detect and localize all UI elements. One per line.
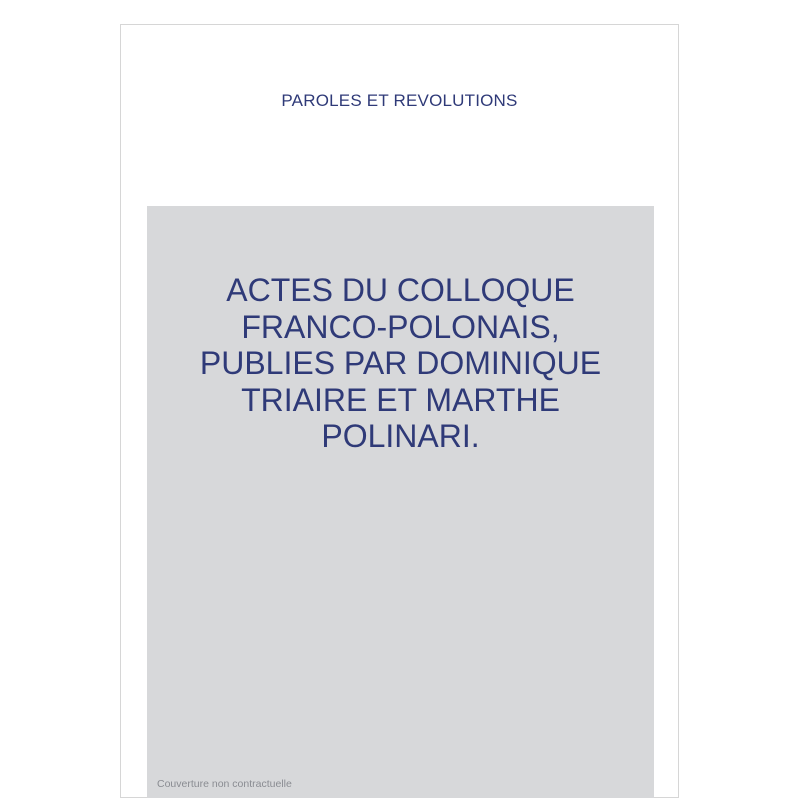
book-title-line: FRANCO-POLONAIS, bbox=[241, 308, 560, 345]
book-title-line: POLINARI. bbox=[321, 418, 480, 454]
book-title bbox=[147, 272, 654, 455]
book-title-line: ACTES DU COLLOQUE bbox=[226, 272, 575, 308]
book-title-line: TRIAIRE ET MARTHE bbox=[241, 381, 560, 418]
book-title-line: PUBLIES PAR DOMINIQUE bbox=[199, 345, 602, 381]
cover-disclaimer: Couverture non contractuelle bbox=[157, 778, 292, 790]
series-title: PAROLES ET REVOLUTIONS bbox=[281, 91, 518, 110]
book-cover bbox=[120, 24, 679, 798]
title-panel bbox=[147, 206, 654, 798]
